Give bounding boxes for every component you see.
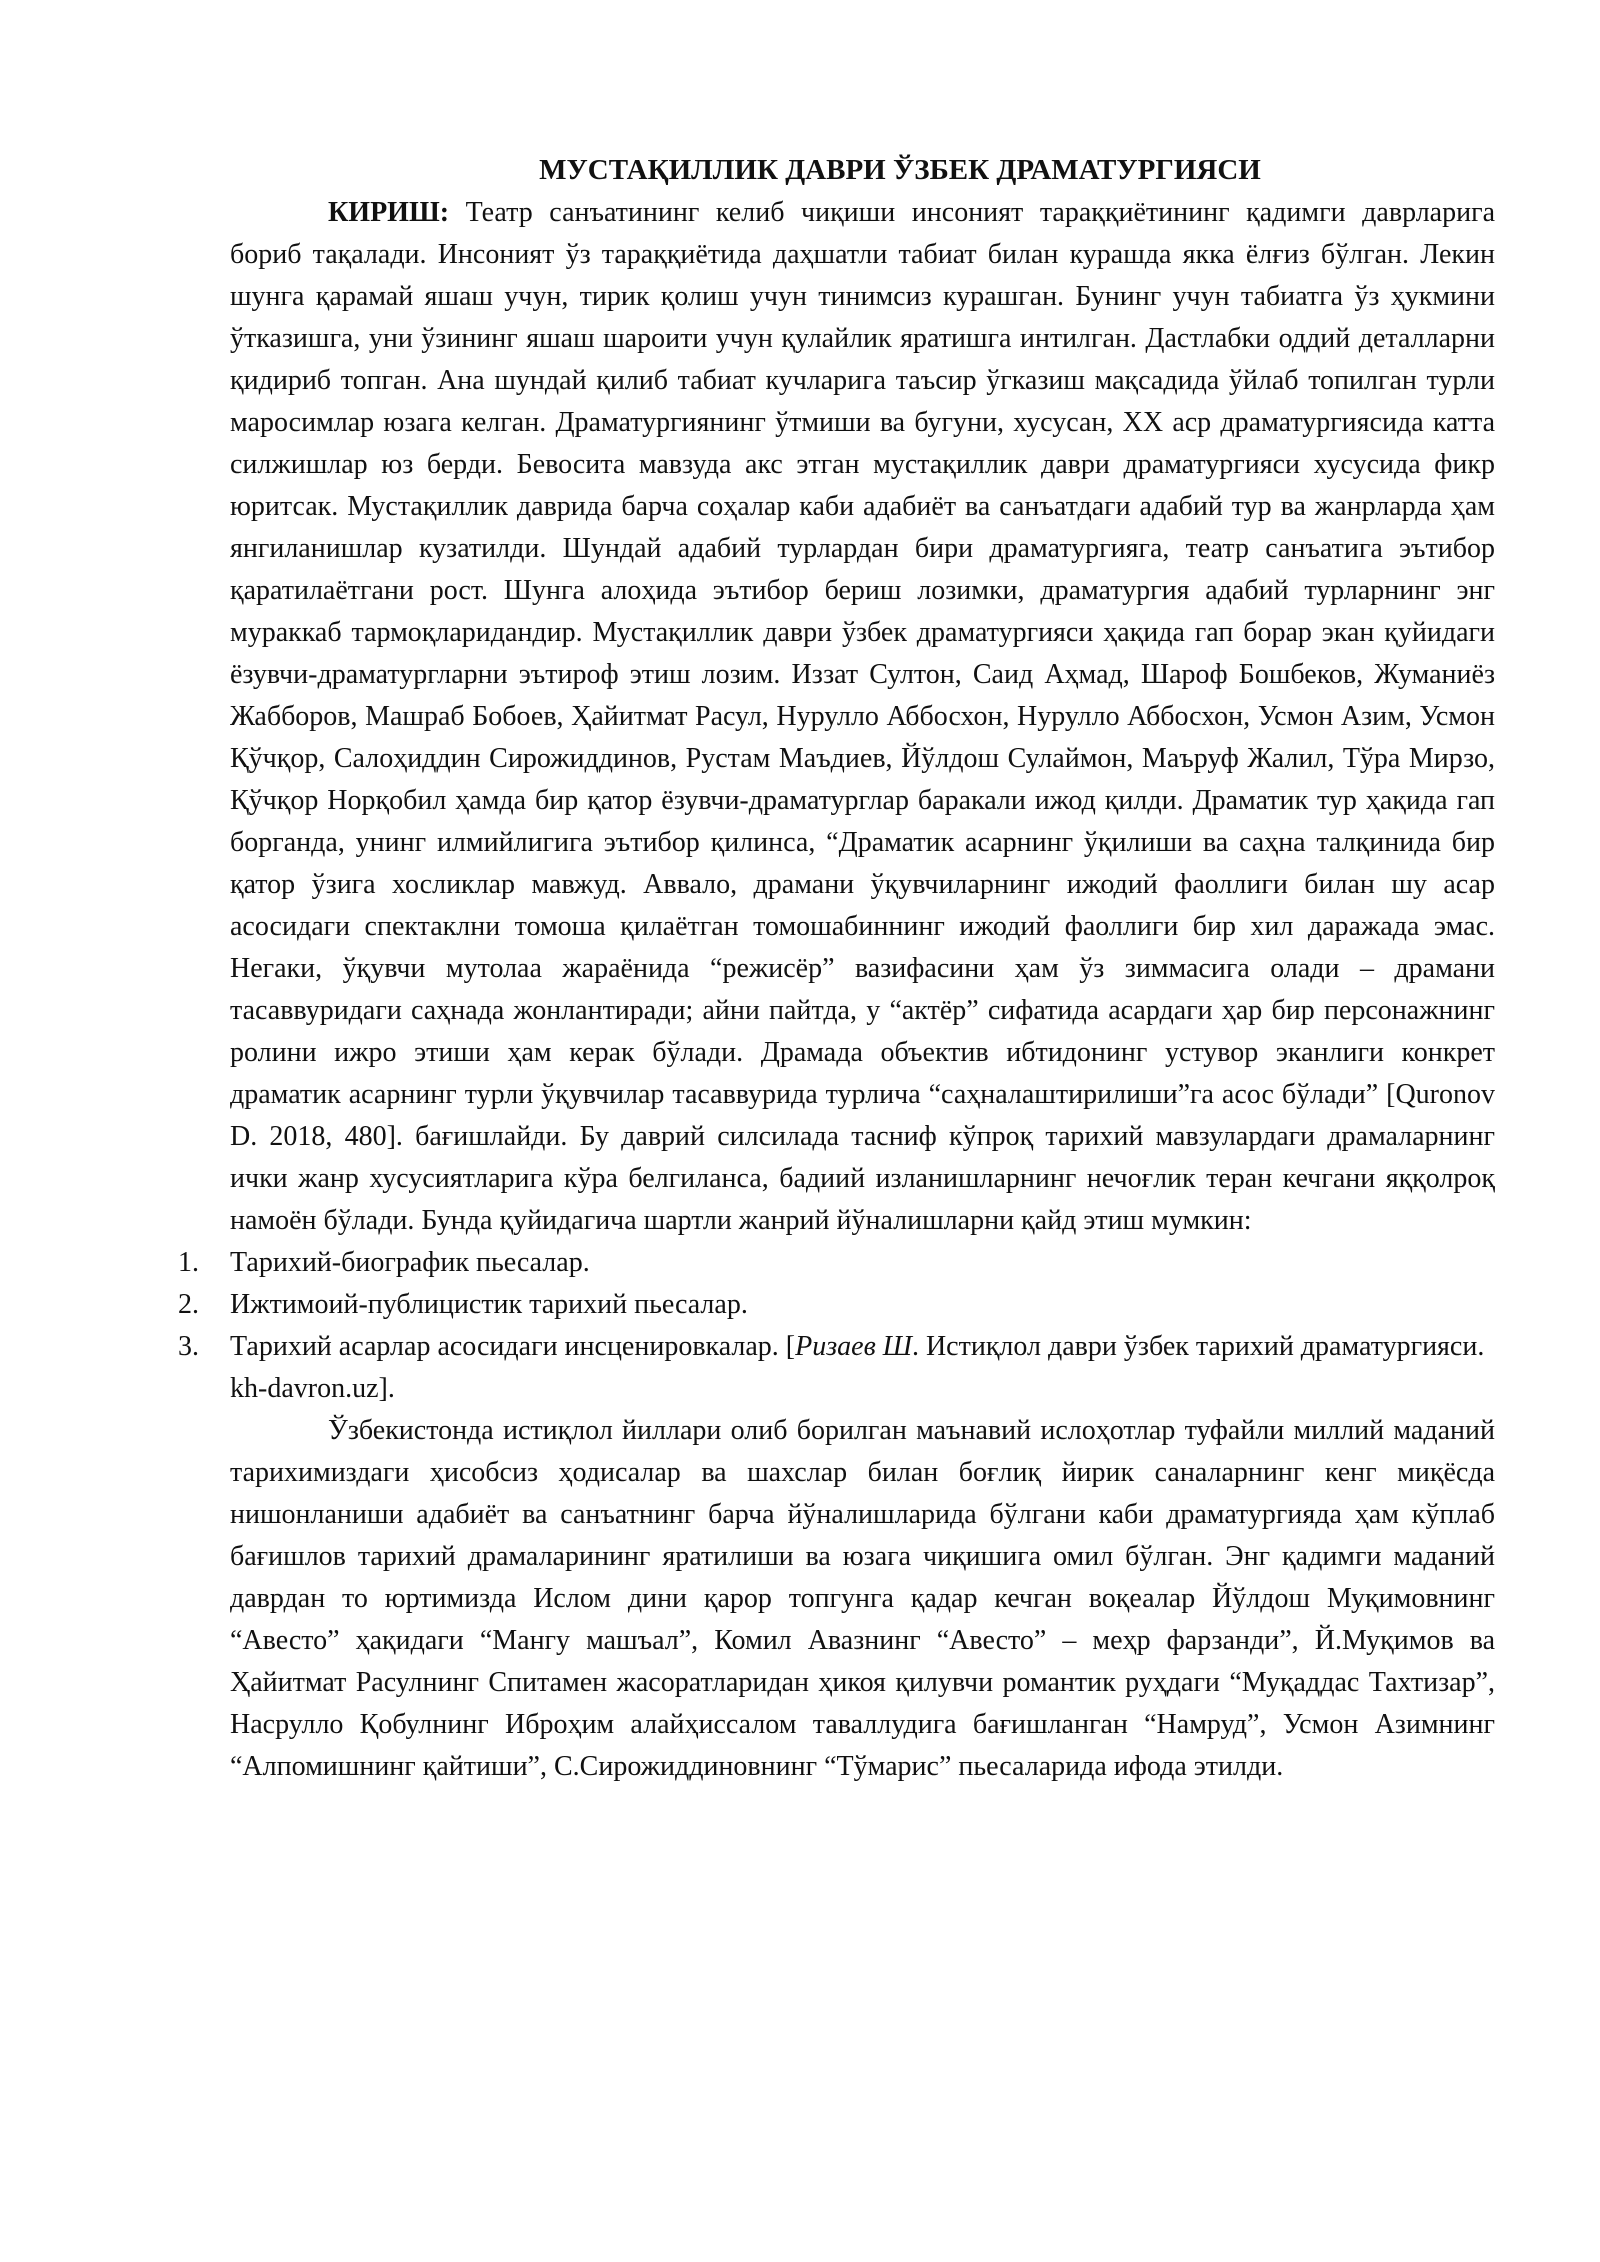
document-title: МУСТАҚИЛЛИК ДАВРИ ЎЗБЕК ДРАМАТУРГИЯСИ (539, 154, 1261, 186)
list-item-text: Тарихий-биографик пьесалар. (230, 1247, 590, 1278)
intro-lead: КИРИШ: (328, 197, 450, 228)
list-item (178, 1242, 1495, 1284)
intro-paragraph (230, 192, 1495, 1242)
list-number: 2. (178, 1289, 199, 1320)
list-item (178, 1284, 1495, 1326)
genre-list (178, 1242, 1495, 1410)
list-item (178, 1326, 1495, 1410)
citation-rest: . Истиқлол даври ўзбек тарихий драматургияси. kh-davron.uz]. (230, 1331, 1485, 1404)
intro-text: Театр санъатининг келиб чиқиши инсоният тараққиётининг қадимги даврларига бориб тақалади. Инсоният ўз тараққиётида даҳшатли табиат билан курашда якка ёлғиз бўлган. Лекин шунга қарамай яшаш учун, тирик қолиш учун тинимсиз курашган. Бунинг учун табиатга ўз ҳукмини ўтказишга, уни ўзининг яшаш шароити учун қулайлик яратишга интилган. Дастлабки оддий деталларни қидириб топган. Ана шундай қилиб табиат кучларига таъсир ўгказиш мақсадида ўйлаб топилган турли маросимлар юзага келган. Драматургиянинг ўтмиши ва бугуни, хусусан, XX аср драматургиясида катта силжишлар юз берди. Бевосита мавзуда акс этган мустақиллик даври драматургияси хусусида фикр юритсак. Мустақиллик даврида барча соҳалар каби адабиёт ва санъатдаги адабий тур ва жанрларда ҳам янгиланишлар кузатилди. Шундай адабий турлардан бири драматургияга, театр санъатига эътибор қаратилаётгани рост. Шунга алоҳида эътибор бериш лозимки, драматургия адабий турларнинг энг мураккаб тармоқларидандир. Мустақиллик даври ўзбек драматургияси ҳақида гап борар экан қуйидаги ёзувчи-драматургларни эътироф этиш лозим. Иззат Султон, Саид Аҳмад, Шароф Бошбеков, Жуманиёз Жабборов, Машраб Бобоев, Ҳайитмат Расул, Нурулло Аббосхон, Нурулло Аббосхон, Усмон Азим, Усмон Қўчқор, Салоҳиддин Сирожиддинов, Рустам Маъдиев, Йўлдош Сулаймон, Маъруф Жалил, Тўра Мирзо, Қўчқор Норқобил ҳамда бир қатор ёзувчи-драматурглар баракали ижод қилди. Драматик тур ҳақида гап борганда, унинг илмийлигига эътибор қилинса, “Драматик асарнинг ўқилиши ва саҳна талқинида бир қатор ўзига хосликлар мавжуд. Аввало, драмани ўқувчиларнинг ижодий фаоллиги билан шу асар асосидаги спектаклни томоша қилаётган томошабиннинг ижодий фаоллиги бир хил даражада эмас. Негаки, ўқувчи мутолаа жараёнида “режисёр” вазифасини ҳам ўз зиммасига олади – драмани тасаввуридаги саҳнада жонлантиради; айни пайтда, у “актёр” сифатида асардаги ҳар бир персонажнинг ролини ижро этиши ҳам керак бўлади. Драмада объектив ибтидонинг устувор эканлиги конкрет драматик асарнинг турли ўқувчилар тасаввурида турлича “саҳналаштирилиши”га асос бўлади” [Quronov D. 2018, 480]. бағишлайди. Бу даврий силсилада тасниф кўпроқ тарихий мавзулардаги драмаларнинг ички жанр хусусиятларига кўра белгиланса, бадиий изланишларнинг нечоғлик теран кечгани яққолроқ намоён бўлади. Бунда қуйидагича шартли жанрий йўналишларни қайд этиш мумкин: (230, 197, 1495, 1236)
closing-paragraph: Ўзбекистонда истиқлол йиллари олиб борилган маънавий ислоҳотлар туфайли миллий маданий тарихимиздаги ҳисобсиз ҳодисалар ва шахслар билан боғлиқ йирик саналарнинг кенг миқёсда нишонланиши адабиёт ва санъатнинг барча йўналишларида бўлгани каби драматургияда ҳам кўплаб бағишлов тарихий драмаларининг яратилиши ва юзага чиқишига омил бўлган. Энг қадимги маданий даврдан то юртимизда Ислом дини қарор топгунга қадар кечган воқеалар Йўлдош Муқимовнинг “Авесто” ҳақидаги “Мангу машъал”, Комил Авазнинг “Авесто” – меҳр фарзанди”, Й.Муқимов ва Ҳайитмат Расулнинг Спитамен жасоратларидан ҳикоя қилувчи романтик руҳдаги “Муқаддас Тахтизар”, Насрулло Қобулнинг Иброҳим алайҳиссалом таваллудига бағишланган “Намруд”, Усмон Азимнинг “Алпомишнинг қайтиши”, С.Сирожиддиновнинг “Тўмарис” пьесаларида ифода этилди. (230, 1415, 1495, 1782)
list-number: 3. (178, 1331, 199, 1362)
document-body (178, 192, 1495, 1788)
list-number: 1. (178, 1247, 199, 1278)
list-item-text: Ижтимоий-публицистик тарихий пьесалар. (230, 1289, 748, 1320)
list-item-text: Тарихий асарлар асосидаги инсценировкалар. [ (230, 1331, 796, 1362)
citation-author: Ризаев Ш (795, 1331, 912, 1362)
